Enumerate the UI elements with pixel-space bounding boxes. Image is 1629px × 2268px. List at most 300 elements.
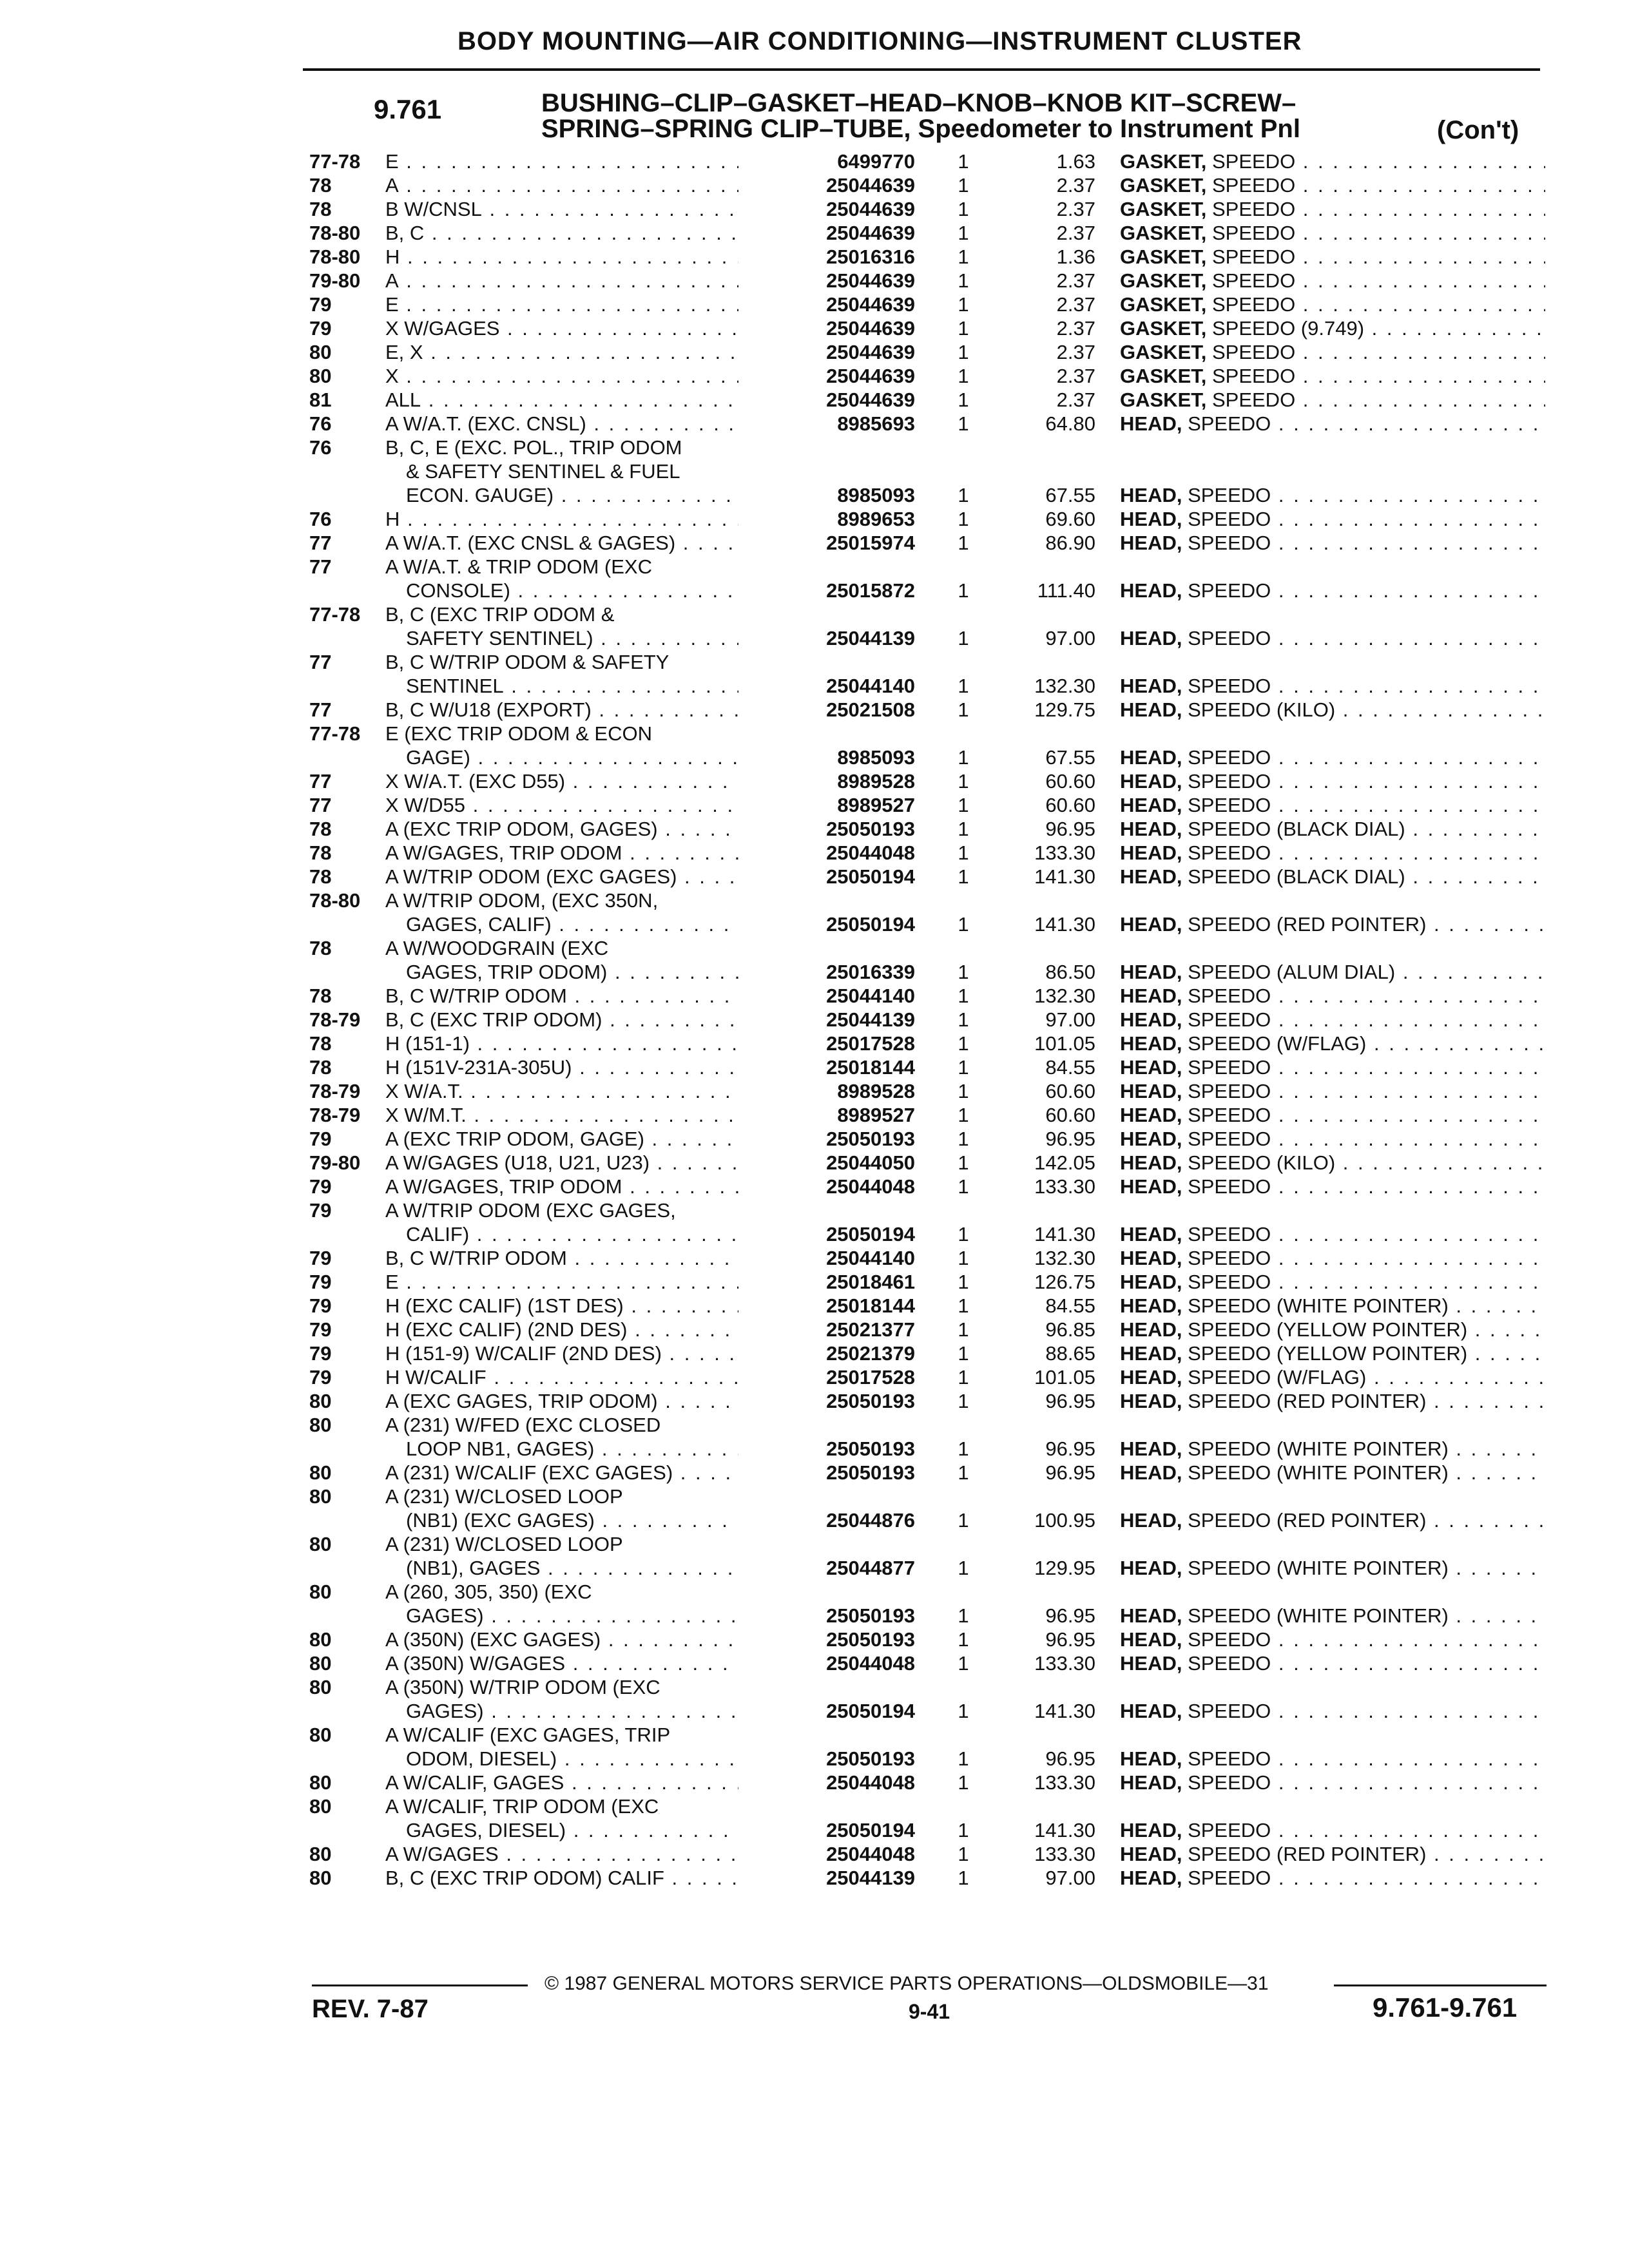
application-description — [406, 459, 738, 483]
leader-dots — [1449, 1437, 1545, 1460]
description-text: B, C (EXC TRIP ODOM & — [385, 603, 615, 626]
quantity: 1 — [958, 627, 969, 649]
part-name-rest: SPEEDO (WHITE POINTER) — [1182, 1557, 1449, 1579]
table-row — [309, 889, 1547, 912]
description-text: ODOM, DIESEL) — [406, 1747, 557, 1770]
part-name — [1120, 1103, 1545, 1127]
quantity: 1 — [958, 1080, 969, 1102]
description-text: E — [385, 150, 399, 173]
table-row — [309, 388, 1547, 412]
quantity: 1 — [958, 1128, 969, 1150]
part-name-bold: HEAD, — [1120, 1008, 1182, 1031]
quantity: 1 — [958, 245, 969, 268]
part-name — [1120, 1127, 1545, 1151]
price: 133.30 — [1034, 1771, 1095, 1794]
table-row — [309, 841, 1547, 865]
description-text: X W/A.T. — [385, 1080, 463, 1102]
part-name — [1120, 293, 1545, 316]
model-year: 80 — [309, 1676, 332, 1698]
model-year: 78-80 — [309, 222, 361, 244]
table-row — [309, 340, 1547, 364]
leader-dots — [1295, 245, 1545, 268]
part-name-bold: HEAD, — [1120, 579, 1182, 602]
leader-dots — [627, 1318, 738, 1341]
part-name — [1120, 1771, 1545, 1794]
model-year: 80 — [309, 1843, 332, 1865]
price: 133.30 — [1034, 841, 1095, 864]
part-name — [1120, 1246, 1545, 1270]
application-description — [406, 674, 738, 698]
part-name-rest: SPEEDO — [1206, 245, 1296, 268]
application-description — [406, 1604, 738, 1628]
model-year: 79 — [309, 293, 332, 316]
description-text: & SAFETY SENTINEL & FUEL — [406, 460, 680, 483]
model-year: 80 — [309, 1485, 332, 1508]
application-description — [385, 245, 738, 269]
leader-dots — [399, 365, 738, 387]
model-year: 80 — [309, 1795, 332, 1818]
price: 141.30 — [1034, 1700, 1095, 1722]
table-row — [309, 316, 1547, 340]
model-year: 78-79 — [309, 1104, 361, 1126]
description-text: X W/D55 — [385, 794, 466, 816]
description-text: B, C, E (EXC. POL., TRIP ODOM — [385, 436, 682, 459]
description-text: CALIF) — [406, 1223, 470, 1245]
table-row — [309, 1437, 1547, 1461]
leader-dots — [482, 198, 738, 220]
part-name — [1120, 340, 1545, 364]
model-year: 77-78 — [309, 722, 361, 745]
part-name-rest: SPEEDO — [1182, 841, 1271, 864]
model-year: 80 — [309, 1390, 332, 1412]
part-number: 25021508 — [826, 698, 915, 721]
application-description — [385, 388, 738, 412]
part-name-bold: HEAD, — [1120, 1151, 1182, 1174]
leader-dots — [1295, 389, 1545, 411]
price: 96.95 — [1045, 1437, 1095, 1460]
application-description — [385, 340, 738, 364]
leader-dots — [470, 1032, 738, 1055]
quantity: 1 — [958, 1366, 969, 1389]
model-year: 81 — [309, 389, 332, 411]
table-row — [309, 1771, 1547, 1794]
application-description — [385, 1794, 738, 1818]
part-name-rest: SPEEDO (RED POINTER) — [1182, 1390, 1427, 1412]
leader-dots — [593, 627, 738, 649]
description-text: (NB1) (EXC GAGES) — [406, 1509, 595, 1532]
part-name-bold: GASKET, — [1120, 269, 1207, 292]
leader-dots — [1449, 1557, 1545, 1579]
part-name-rest: SPEEDO (BLACK DIAL) — [1182, 818, 1405, 840]
application-description — [385, 889, 738, 912]
part-name-bold: HEAD, — [1120, 1557, 1182, 1579]
part-name-bold: HEAD, — [1120, 865, 1182, 888]
table-row — [309, 1604, 1547, 1628]
part-name — [1120, 1818, 1545, 1842]
part-name — [1120, 1222, 1545, 1246]
part-name-rest: SPEEDO — [1182, 1771, 1271, 1794]
application-description — [385, 1198, 738, 1222]
part-name — [1120, 531, 1545, 555]
quantity: 1 — [958, 1271, 969, 1293]
table-row — [309, 364, 1547, 388]
leader-dots — [504, 675, 738, 697]
quantity: 1 — [958, 150, 969, 173]
application-description — [385, 412, 738, 436]
price: 142.05 — [1034, 1151, 1095, 1174]
model-year: 80 — [309, 1533, 332, 1555]
leader-dots — [1271, 746, 1545, 769]
table-row — [309, 626, 1547, 650]
leader-dots — [400, 508, 738, 530]
table-row — [309, 149, 1547, 173]
quantity: 1 — [958, 675, 969, 697]
application-description — [406, 483, 738, 507]
model-year: 78-80 — [309, 889, 361, 912]
application-description — [385, 173, 738, 197]
leader-dots — [1271, 412, 1545, 435]
quantity: 1 — [958, 698, 969, 721]
model-year: 80 — [309, 1771, 332, 1794]
part-name-bold: HEAD, — [1120, 1175, 1182, 1198]
part-number: 25050194 — [826, 1819, 915, 1841]
leader-dots — [1271, 1652, 1545, 1675]
description-text: A W/A.T. (EXC. CNSL) — [385, 412, 586, 435]
part-name-bold: HEAD, — [1120, 1128, 1182, 1150]
part-name-rest: SPEEDO — [1182, 1223, 1271, 1245]
price: 141.30 — [1034, 865, 1095, 888]
quantity: 1 — [958, 1771, 969, 1794]
description-text: A W/GAGES, TRIP ODOM — [385, 1175, 622, 1198]
model-year: 78 — [309, 174, 332, 197]
table-row — [309, 1675, 1547, 1699]
part-number: 25050193 — [826, 818, 915, 840]
part-number: 25050194 — [826, 1700, 915, 1722]
part-number: 25044048 — [826, 1771, 915, 1794]
table-row — [309, 436, 1547, 459]
description-text: A — [385, 174, 399, 197]
part-name — [1120, 745, 1545, 769]
application-description — [385, 293, 738, 316]
footer-revision: REV. 7-87 — [312, 1995, 429, 2023]
price: 129.95 — [1034, 1557, 1095, 1579]
page-header — [303, 27, 1540, 71]
table-row — [309, 1198, 1547, 1222]
footer-rule-left — [312, 1984, 528, 1986]
part-name-rest: SPEEDO — [1206, 365, 1296, 387]
description-text: A W/GAGES, TRIP ODOM — [385, 841, 622, 864]
description-text: A W/GAGES — [385, 1843, 499, 1865]
leader-dots — [607, 961, 738, 983]
leader-dots — [487, 1366, 738, 1389]
part-name-rest: SPEEDO (9.749) — [1206, 317, 1365, 340]
description-text: H — [385, 245, 400, 268]
quantity: 1 — [958, 913, 969, 936]
quantity: 1 — [958, 1104, 969, 1126]
price: 84.55 — [1045, 1294, 1095, 1317]
model-year: 77 — [309, 555, 332, 578]
price: 97.00 — [1045, 1008, 1095, 1031]
application-description — [385, 1485, 738, 1508]
model-year: 78 — [309, 198, 332, 220]
part-name-bold: GASKET, — [1120, 222, 1207, 244]
part-number: 25050193 — [826, 1128, 915, 1150]
part-number: 25044639 — [826, 198, 915, 220]
part-name — [1120, 1389, 1545, 1413]
quantity: 1 — [958, 508, 969, 530]
table-row — [309, 1318, 1547, 1341]
part-number: 8989528 — [837, 770, 915, 793]
part-name-rest: SPEEDO — [1182, 1271, 1271, 1293]
table-row — [309, 1032, 1547, 1055]
table-row — [309, 1175, 1547, 1198]
description-text: GAGES, DIESEL) — [406, 1819, 566, 1841]
part-name-rest: SPEEDO — [1182, 1867, 1271, 1889]
description-text: A (231) W/CALIF (EXC GAGES) — [385, 1461, 673, 1484]
part-name — [1120, 412, 1545, 436]
part-name-rest: SPEEDO (KILO) — [1182, 698, 1336, 721]
part-name-bold: HEAD, — [1120, 484, 1182, 506]
part-name-rest: SPEEDO — [1182, 985, 1271, 1007]
model-year: 77 — [309, 532, 332, 554]
leader-dots — [1426, 1390, 1545, 1412]
price: 132.30 — [1034, 1247, 1095, 1269]
part-name — [1120, 1294, 1545, 1318]
part-name-bold: HEAD, — [1120, 1390, 1182, 1412]
description-text: GAGES) — [406, 1604, 484, 1627]
application-description — [385, 364, 738, 388]
application-description — [406, 1437, 738, 1461]
description-text: A W/WOODGRAIN (EXC — [385, 937, 609, 959]
leader-dots — [658, 1390, 738, 1412]
model-year: 78 — [309, 841, 332, 864]
leader-dots — [565, 770, 738, 793]
table-row — [309, 984, 1547, 1008]
quantity: 1 — [958, 341, 969, 363]
leader-dots — [484, 1700, 738, 1722]
application-description — [385, 1079, 738, 1103]
table-row — [309, 817, 1547, 841]
model-year: 78-79 — [309, 1080, 361, 1102]
application-description — [385, 865, 738, 889]
price: 86.50 — [1045, 961, 1095, 983]
leader-dots — [567, 1247, 738, 1269]
table-row — [309, 483, 1547, 507]
description-text: H — [385, 508, 400, 530]
table-row — [309, 555, 1547, 579]
part-name-bold: HEAD, — [1120, 508, 1182, 530]
table-row — [309, 1127, 1547, 1151]
price: 101.05 — [1034, 1366, 1095, 1389]
table-row — [309, 1628, 1547, 1651]
part-name — [1120, 1341, 1545, 1365]
part-name — [1120, 1175, 1545, 1198]
application-description — [385, 1532, 738, 1556]
part-name-bold: HEAD, — [1120, 1771, 1182, 1794]
section-title-line1: BUSHING–CLIP–GASKET–HEAD–KNOB–KNOB KIT–SCREW– — [541, 89, 1296, 117]
part-name-bold: HEAD, — [1120, 1271, 1182, 1293]
model-year: 80 — [309, 1461, 332, 1484]
leader-dots — [1271, 1008, 1545, 1031]
part-number: 25044639 — [826, 222, 915, 244]
part-name-rest: SPEEDO — [1182, 1628, 1271, 1651]
leader-dots — [1426, 1509, 1545, 1532]
description-text: A — [385, 269, 399, 292]
application-description — [385, 936, 738, 960]
model-year: 79-80 — [309, 269, 361, 292]
quantity: 1 — [958, 1652, 969, 1675]
footer-section-range: 9.761-9.761 — [1373, 1992, 1518, 2023]
part-number: 8989653 — [837, 508, 915, 530]
part-name — [1120, 1651, 1545, 1675]
description-text: A W/CALIF, TRIP ODOM (EXC — [385, 1795, 659, 1818]
description-text: E, X — [385, 341, 423, 363]
section-title — [541, 90, 1300, 142]
table-row — [309, 579, 1547, 602]
application-description — [385, 817, 738, 841]
table-row — [309, 960, 1547, 984]
price: 86.90 — [1045, 532, 1095, 554]
part-number: 25050193 — [826, 1628, 915, 1651]
part-name-rest: SPEEDO — [1182, 770, 1271, 793]
application-description — [385, 1651, 738, 1675]
table-row — [309, 602, 1547, 626]
leader-dots — [601, 1628, 738, 1651]
part-name — [1120, 1008, 1545, 1032]
model-year: 77-78 — [309, 150, 361, 173]
model-year: 77-78 — [309, 603, 361, 626]
leader-dots — [399, 1271, 738, 1293]
leader-dots — [592, 698, 738, 721]
quantity: 1 — [958, 532, 969, 554]
table-row — [309, 1794, 1547, 1818]
model-year: 77 — [309, 794, 332, 816]
quantity: 1 — [958, 1032, 969, 1055]
table-row — [309, 531, 1547, 555]
leader-dots — [650, 1151, 738, 1174]
quantity: 1 — [958, 1509, 969, 1532]
part-name-rest: SPEEDO — [1182, 1056, 1271, 1079]
application-description — [385, 1270, 738, 1294]
part-name — [1120, 841, 1545, 865]
price: 141.30 — [1034, 913, 1095, 936]
part-name-rest: SPEEDO — [1206, 341, 1296, 363]
description-text: E — [385, 1271, 399, 1293]
model-year: 77 — [309, 698, 332, 721]
leader-dots — [1426, 1843, 1545, 1865]
leader-dots — [554, 484, 738, 506]
part-name-rest: SPEEDO (BLACK DIAL) — [1182, 865, 1405, 888]
table-row — [309, 1389, 1547, 1413]
part-number: 8989527 — [837, 1104, 915, 1126]
part-number: 25018144 — [826, 1294, 915, 1317]
application-description — [406, 1818, 738, 1842]
part-number: 25044048 — [826, 1175, 915, 1198]
part-name-rest: SPEEDO (WHITE POINTER) — [1182, 1604, 1449, 1627]
table-row — [309, 221, 1547, 245]
part-name-rest: SPEEDO — [1182, 746, 1271, 769]
part-number: 25050193 — [826, 1390, 915, 1412]
quantity: 1 — [958, 1342, 969, 1365]
part-number: 25050193 — [826, 1461, 915, 1484]
price: 96.95 — [1045, 818, 1095, 840]
leader-dots — [1271, 579, 1545, 602]
model-year: 78 — [309, 865, 332, 888]
section-title-line2: SPRING–SPRING CLIP–TUBE, Speedometer to Instrument Pnl — [541, 115, 1300, 143]
part-name-rest: SPEEDO — [1182, 1008, 1271, 1031]
part-name-rest: SPEEDO (KILO) — [1182, 1151, 1336, 1174]
table-row — [309, 1270, 1547, 1294]
part-number: 25044639 — [826, 317, 915, 340]
part-name-rest: SPEEDO — [1182, 579, 1271, 602]
table-row — [309, 1699, 1547, 1723]
part-name — [1120, 626, 1545, 650]
leader-dots — [467, 1104, 738, 1126]
leader-dots — [1449, 1461, 1545, 1484]
application-description — [385, 841, 738, 865]
part-name — [1120, 984, 1545, 1008]
part-name-bold: GASKET, — [1120, 341, 1207, 363]
part-name-bold: GASKET, — [1120, 365, 1207, 387]
part-name-rest: SPEEDO — [1182, 484, 1271, 506]
application-description — [385, 269, 738, 293]
part-name — [1120, 1365, 1545, 1389]
table-row — [309, 1723, 1547, 1747]
application-description — [406, 1222, 738, 1246]
description-text: GAGES, TRIP ODOM) — [406, 961, 608, 983]
application-description — [385, 221, 738, 245]
leader-dots — [484, 1604, 738, 1627]
part-number: 25021377 — [826, 1318, 915, 1341]
quantity: 1 — [958, 1700, 969, 1722]
description-text: H (151-1) — [385, 1032, 470, 1055]
quantity: 1 — [958, 198, 969, 220]
quantity: 1 — [958, 1294, 969, 1317]
description-text: B, C (EXC TRIP ODOM) CALIF — [385, 1867, 664, 1889]
application-description — [385, 1866, 738, 1890]
application-description — [385, 1032, 738, 1055]
part-name-bold: GASKET, — [1120, 293, 1207, 316]
leader-dots — [1271, 1104, 1545, 1126]
leader-dots — [662, 1342, 738, 1365]
leader-dots — [1271, 532, 1545, 554]
description-text: A (EXC TRIP ODOM, GAGE) — [385, 1128, 644, 1150]
model-year: 79 — [309, 1342, 332, 1365]
model-year: 76 — [309, 508, 332, 530]
part-name-rest: SPEEDO (W/FLAG) — [1182, 1366, 1367, 1389]
quantity: 1 — [958, 1461, 969, 1484]
leader-dots — [499, 1843, 738, 1865]
part-number: 25050194 — [826, 1223, 915, 1245]
leader-dots — [424, 222, 738, 244]
part-name-rest: SPEEDO — [1206, 174, 1296, 197]
description-text: A W/CALIF, GAGES — [385, 1771, 564, 1794]
part-number: 25016339 — [826, 961, 915, 983]
part-name-rest: SPEEDO — [1206, 293, 1296, 316]
table-row — [309, 1556, 1547, 1580]
part-number: 25018461 — [826, 1271, 915, 1293]
description-text: ECON. GAUGE) — [406, 484, 554, 506]
table-row — [309, 769, 1547, 793]
application-description — [385, 722, 738, 745]
model-year: 80 — [309, 341, 332, 363]
quantity: 1 — [958, 1247, 969, 1269]
quantity: 1 — [958, 985, 969, 1007]
part-name — [1120, 912, 1545, 936]
model-year: 79 — [309, 1366, 332, 1389]
quantity: 1 — [958, 389, 969, 411]
price: 2.37 — [1056, 293, 1095, 316]
